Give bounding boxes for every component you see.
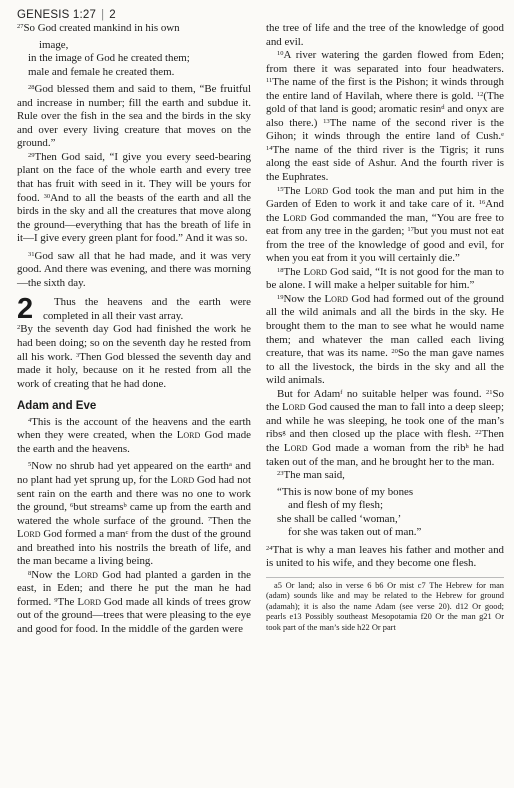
footnotes [266,577,504,633]
verse-2-2-3: $^2$By the seventh day God had finished the work he had been doing; so on the seventh day he rested from all his work. $^3$Then God blessed the seventh day and made it holy, because on it he rested from all the work of creating that he had done. [17,323,251,390]
header-reference: GENESIS 1:27 [17,9,97,21]
section-heading: Adam and Eve [17,400,97,413]
poem-2-23: “This is now bone of my bones and flesh of my flesh; she shall be called ‘woman,’ for she was taken out of man.” [277,485,422,539]
verse-2-23: $^{23}$The man said, [277,469,345,482]
verse-2-8-9: $^8$Now the Lord God had planted a garden in the east, in Eden; and there he put the man he had formed. $^9$The Lord God made all kinds of trees grow out of the ground—trees that were pleasing to the eye and good for food. In the middle of the garden were [17,568,251,635]
verse-1-28: $^{28}$God blessed them and said to them, “Be fruitful and increase in number; fill the earth and subdue it. Rule over the fish in the sea and the birds in the sky and over every living creature that moves on the ground.” [17,83,251,150]
verse-2-18: $^{18}$The Lord God said, “It is not good for the man to be alone. I will make a helper suitable for him.” [266,265,505,292]
chapter-2-start [17,293,251,326]
verse-2-15-17: $^{15}$The Lord God took the man and put him in the Garden of Eden to work it and take care of it. $^{16}$And the Lord God commanded the man, “You are free to eat from any tree in the garden; $^{17}$but you must not eat from the tree of the knowledge of good and evil, for when you eat from it you will certainly die.” [266,184,505,265]
left-column [17,22,251,637]
chapter-number: 2 [17,293,34,326]
header-separator: | [101,9,105,21]
verse-2-9-cont: the tree of life and the tree of the knowledge of good and evil. [266,22,504,48]
verse-2-10-14: $^{10}$A river watering the garden flowed from Eden; from there it was separated into four headwaters. $^{11}$The name of the first is the Pishon; it winds through the entire land of Havilah, where there is gold. $^{12}$(The gold of that land is good; aromatic resin$^d$ and onyx are also there.) $^{13}$The name of the second river is the Gihon; it winds through the entire land of Cush.$^e$ $^{14}$The name of the third river is the Tigris; it runs along the east side of Ashur. And the fourth river is the Euphrates. [266,49,504,184]
verse-1-31: $^{31}$God saw all that he had made, and it was very good. And there was evening, and there was morning—the sixth day. [17,249,251,289]
verse-1-27: $^{27}$So God created mankind in his own [17,22,180,34]
footnotes-text: a5 Or land; also in verse 6 b6 Or mist c7 The Hebrew for man (adam) sounds like and may be related to the Hebrew for ground (adamah); it is also the name Adam (see verse 20). d12 Or good; pearls e13 Possibly southeast Mesopotamia f20 Or the man g21 Or took part of the man’s side h22 Or part [266,580,504,632]
running-header [17,9,116,21]
verse-2-4: $^4$This is the account of the heavens and the earth when they were created, when the Lord God made the earth and the heavens. [17,415,251,455]
poem-1-27: image, in the image of God he created them; male and female he created them. [28,38,190,78]
verse-2-24: $^{24}$That is why a man leaves his father and mother and is united to his wife, and they become one flesh. [266,543,504,570]
verse-2-20b-22: But for Adam$^f$ no suitable helper was found. $^{21}$So the Lord God caused the man to fall into a deep sleep; and while he was sleeping, he took one of the man’s ribs$^g$ and then closed up the place with flesh. $^{22}$Then the Lord God made a woman from the rib$^h$ he had taken out of the man, and he brought her to the man. [266,387,504,468]
verse-2-19-20: $^{19}$Now the Lord God had formed out of the ground all the wild animals and all the birds in the sky. He brought them to the man to see what he would name them; and whatever the man called each living creature, that was its name. $^{20}$So the man gave names to all the livestock, the birds in the sky and all the wild animals. [266,292,504,387]
header-page-number: 2 [109,9,116,21]
right-column [266,22,504,633]
verse-1-29-30: $^{29}$Then God said, “I give you every seed-bearing plant on the face of the whole earth and every tree that has fruit with seed in it. They will be yours for food. $^{30}$And to all the beasts of the earth and all the birds in the sky and all the creatures that move along the ground—everything that has the breath of life in it—I give every green plant for food.” And it was so. [17,150,251,245]
verse-2-5-7: $^5$Now no shrub had yet appeared on the earth$^a$ and no plant had yet sprung up, for the Lord God had not sent rain on the earth and there was no one to work the ground, $^6$but streams$^b$ came up from the earth and watered the whole surface of the ground. $^7$Then the Lord God formed a man$^c$ from the dust of the ground and breathed into his nostrils the breath of life, and the man became a living being. [17,460,251,568]
verse-2-1: Thus the heavens and the earth were completed in all their vast array. [43,296,251,322]
